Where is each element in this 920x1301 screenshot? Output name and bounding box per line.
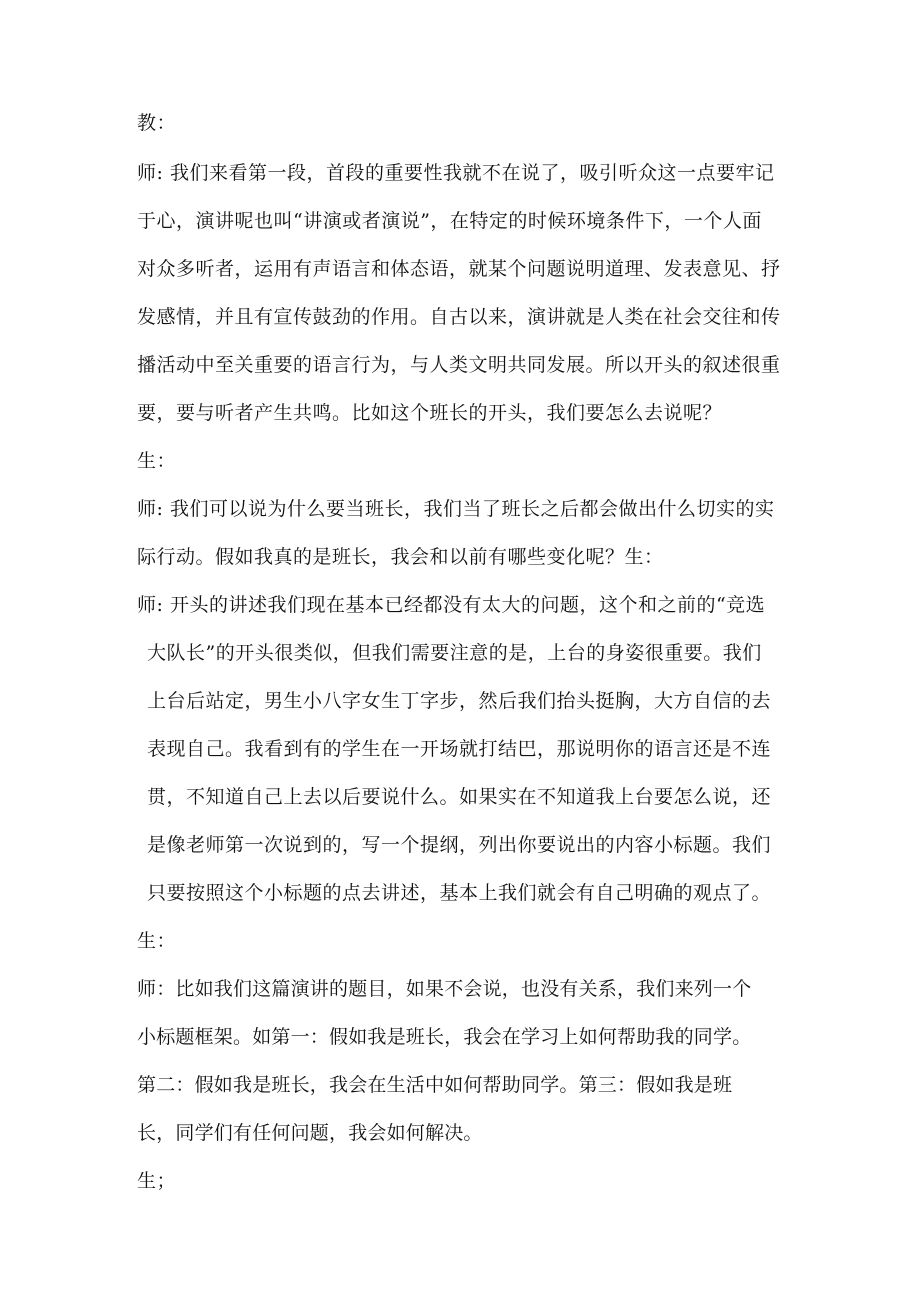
speaker-label-student: 生： [137,450,177,472]
text-line: 表现自己。我看到有的学生在一开场就打结巴，那说明你的语言还是不连 [147,738,772,760]
text-line: 师：比如我们这篇演讲的题目，如果不会说，也没有关系，我们来列一个 [137,978,752,1000]
text-line: 长，同学们有任何问题，我会如何解决。 [137,1122,483,1144]
text-line: 于心，演讲呢也叫“讲演或者演说”，在特定的时候环境条件下，一个人面 [137,210,762,232]
text-line: 是像老师第一次说到的，写一个提纲，列出你要说出的内容小标题。我们 [147,834,772,856]
text-line: 第二：假如我是班长，我会在生活中如何帮助同学。第三：假如我是班 [137,1074,733,1096]
text-line: 要，要与听者产生共鸣。比如这个班长的开头，我们要怎么去说呢？ [137,402,723,424]
text-line: 师: 我们可以说为什么要当班长，我们当了班长之后都会做出什么切实的实 [137,498,775,520]
text-line: 播活动中至关重要的语言行为，与人类文明共同发展。所以开头的叙述很重 [137,354,781,376]
text-line: 上台后站定，男生小八字女生丁字步，然后我们抬头挺胸，大方自信的去 [147,690,772,712]
text-line: 小标题框架。如第一：假如我是班长，我会在学习上如何帮助我的同学。 [137,1026,752,1048]
text-line: 际行动。假如我真的是班长，我会和以前有哪些变化呢？生： [137,546,664,568]
text-line: 贯，不知道自己上去以后要说什么。如果实在不知道我上台要怎么说，还 [147,786,772,808]
text-line: 师: 开头的讲述我们现在基本已经都没有太大的问题，这个和之前的“竞选 [137,594,766,616]
speaker-label-student: 生； [137,1170,177,1192]
text-line: 发感情，并且有宣传鼓劲的作用。自古以来，演讲就是人类在社会交往和传 [137,306,781,328]
speaker-label-student: 生： [137,930,177,952]
text-line: 师: 我们来看第一段，首段的重要性我就不在说了，吸引听众这一点要牢记 [137,162,775,184]
speaker-label-teacher: 教： [137,112,177,134]
text-line: 只要按照这个小标题的点去讲述，基本上我们就会有自己明确的观点了。 [147,882,772,904]
text-line: 对众多听者，运用有声语言和体态语，就某个问题说明道理、发表意见、抒 [137,258,781,280]
text-line: 大队长”的开头很类似，但我们需要注意的是，上台的身姿很重要。我们 [147,642,762,664]
